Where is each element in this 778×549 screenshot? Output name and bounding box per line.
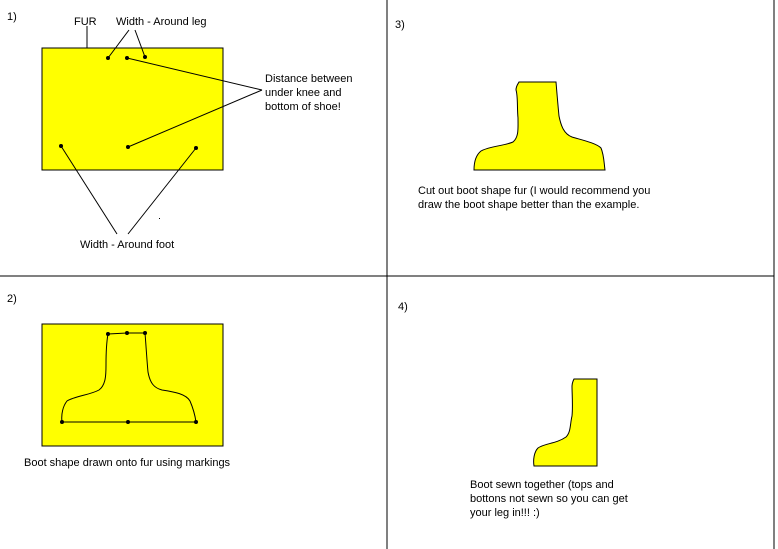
marker-dot bbox=[194, 420, 198, 424]
fur-label: FUR bbox=[74, 16, 97, 28]
step-4-caption: Boot sewn together (tops and bottons not sewn so you can get your leg in!!! :) bbox=[470, 479, 628, 519]
marker-dot bbox=[143, 55, 147, 59]
marker-dot bbox=[126, 420, 130, 424]
leg-width-label: Width - Around leg bbox=[116, 16, 207, 28]
panel-1-step bbox=[42, 26, 262, 234]
step-number-4: 4) bbox=[398, 301, 408, 313]
panel-3-step bbox=[474, 82, 605, 170]
marker-dot bbox=[143, 331, 147, 335]
marker-dot bbox=[59, 144, 63, 148]
foot-width-label: Width - Around foot bbox=[80, 239, 175, 251]
boot-cutout bbox=[474, 82, 605, 170]
step-3-caption: Cut out boot shape fur (I would recommend you draw the boot shape better than the example. bbox=[418, 185, 651, 211]
fur-rectangle bbox=[42, 324, 223, 446]
marker-dot bbox=[106, 56, 110, 60]
step-number-1: 1) bbox=[7, 11, 17, 23]
marker-dot bbox=[106, 332, 110, 336]
marker-dot bbox=[126, 145, 130, 149]
marker-dot bbox=[194, 146, 198, 150]
stray-pixel bbox=[159, 218, 160, 219]
marker-dot bbox=[125, 331, 129, 335]
sewn-boot bbox=[534, 379, 597, 466]
panel-4-step bbox=[534, 379, 597, 466]
step-number-3: 3) bbox=[395, 19, 405, 31]
marker-dot bbox=[125, 56, 129, 60]
fur-rectangle bbox=[42, 48, 223, 170]
step-number-2: 2) bbox=[7, 293, 17, 305]
marker-dot bbox=[60, 420, 64, 424]
step-2-caption: Boot shape drawn onto fur using markings bbox=[24, 457, 231, 469]
panel-2-step bbox=[42, 324, 223, 446]
distance-label: Distance between under knee and bottom of shoe! bbox=[265, 73, 353, 113]
